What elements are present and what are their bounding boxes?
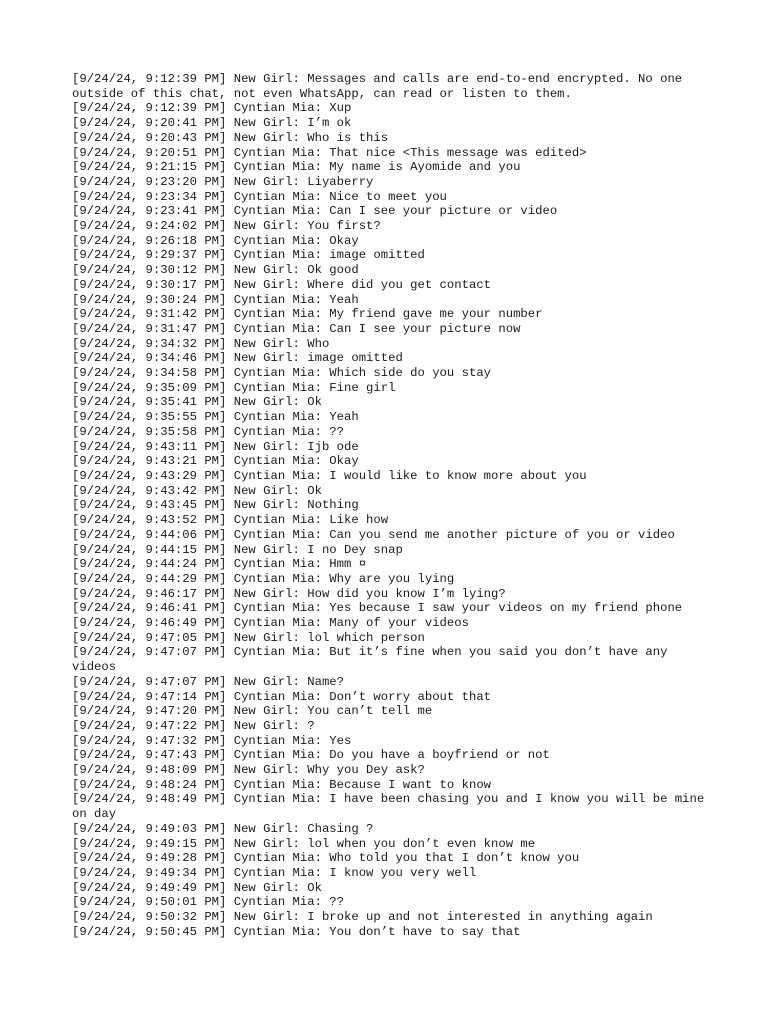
chat-message-line: [9/24/24, 9:12:39 PM] Cyntian Mia: Xup: [72, 101, 352, 116]
chat-message-line: [9/24/24, 9:46:49 PM] Cyntian Mia: Many of your videos: [72, 616, 469, 631]
chat-message-line: [9/24/24, 9:20:43 PM] New Girl: Who is this: [72, 130, 389, 145]
chat-message-line: [9/24/24, 9:43:11 PM] New Girl: Ijb ode: [72, 439, 359, 454]
chat-message-line: [9/24/24, 9:43:52 PM] Cyntian Mia: Like how: [72, 513, 389, 528]
chat-message-line: [9/24/24, 9:34:32 PM] New Girl: Who: [72, 336, 330, 351]
chat-message-line: [9/24/24, 9:44:29 PM] Cyntian Mia: Why are you lying: [72, 571, 455, 586]
chat-message-line: [9/24/24, 9:31:47 PM] Cyntian Mia: Can I see your picture now: [72, 321, 521, 336]
chat-message-line: [9/24/24, 9:21:15 PM] Cyntian Mia: My name is Ayomide and you: [72, 160, 521, 175]
chat-message-line: [9/24/24, 9:48:49 PM] Cyntian Mia: I have been chasing you and I know you will be mine on day: [72, 792, 712, 822]
chat-transcript: [72, 72, 712, 939]
chat-message-line: [9/24/24, 9:20:51 PM] Cyntian Mia: That nice <This message was edited>: [72, 145, 587, 160]
chat-message-line: [9/24/24, 9:49:28 PM] Cyntian Mia: Who told you that I don’t know you: [72, 851, 580, 866]
chat-message-line: [9/24/24, 9:47:07 PM] New Girl: Name?: [72, 674, 344, 689]
chat-message-line: [9/24/24, 9:30:12 PM] New Girl: Ok good: [72, 263, 359, 278]
chat-message-line: [9/24/24, 9:47:43 PM] Cyntian Mia: Do you have a boyfriend or not: [72, 748, 550, 763]
chat-message-line: [9/24/24, 9:35:58 PM] Cyntian Mia: ??: [72, 424, 344, 439]
chat-message-line: [9/24/24, 9:50:32 PM] New Girl: I broke up and not interested in anything again: [72, 910, 653, 925]
chat-message-line: [9/24/24, 9:47:05 PM] New Girl: lol which person: [72, 630, 425, 645]
chat-message-line: [9/24/24, 9:47:22 PM] New Girl: ?: [72, 718, 315, 733]
chat-message-line: [9/24/24, 9:46:17 PM] New Girl: How did you know I’m lying?: [72, 586, 506, 601]
chat-message-line: [9/24/24, 9:12:39 PM] New Girl: Messages and calls are end-to-end encrypted. No one outside of this chat, not even WhatsApp, can read or listen to them.: [72, 72, 690, 101]
chat-message-line: [9/24/24, 9:48:24 PM] Cyntian Mia: Because I want to know: [72, 777, 492, 792]
chat-message-line: [9/24/24, 9:23:34 PM] Cyntian Mia: Nice to meet you: [72, 189, 447, 204]
chat-message-line: [9/24/24, 9:50:01 PM] Cyntian Mia: ??: [72, 895, 344, 910]
chat-message-line: [9/24/24, 9:47:07 PM] Cyntian Mia: But it’s fine when you said you don’t have any videos: [72, 645, 675, 675]
chat-message-line: [9/24/24, 9:49:15 PM] New Girl: lol when you don’t even know me: [72, 836, 536, 851]
chat-message-line: [9/24/24, 9:23:41 PM] Cyntian Mia: Can I see your picture or video: [72, 204, 558, 219]
chat-message-line: [9/24/24, 9:43:45 PM] New Girl: Nothing: [72, 498, 359, 513]
chat-message-line: [9/24/24, 9:44:15 PM] New Girl: I no Dey snap: [72, 542, 403, 557]
chat-message-line: [9/24/24, 9:24:02 PM] New Girl: You first?: [72, 219, 381, 234]
chat-message-line: [9/24/24, 9:20:41 PM] New Girl: I’m ok: [72, 116, 352, 131]
chat-message-line: [9/24/24, 9:43:21 PM] Cyntian Mia: Okay: [72, 454, 359, 469]
chat-message-line: [9/24/24, 9:47:14 PM] Cyntian Mia: Don’t worry about that: [72, 689, 492, 704]
chat-message-line: [9/24/24, 9:44:24 PM] Cyntian Mia: Hmm ¤: [72, 557, 367, 572]
chat-message-line: [9/24/24, 9:23:20 PM] New Girl: Liyaberry: [72, 174, 374, 189]
chat-message-line: [9/24/24, 9:35:41 PM] New Girl: Ok: [72, 395, 322, 410]
chat-message-line: [9/24/24, 9:30:17 PM] New Girl: Where did you get contact: [72, 277, 492, 292]
chat-message-line: [9/24/24, 9:34:58 PM] Cyntian Mia: Which side do you stay: [72, 366, 492, 381]
chat-message-line: [9/24/24, 9:49:49 PM] New Girl: Ok: [72, 880, 322, 895]
chat-message-line: [9/24/24, 9:44:06 PM] Cyntian Mia: Can you send me another picture of you or video: [72, 527, 675, 542]
chat-message-line: [9/24/24, 9:49:03 PM] New Girl: Chasing ?: [72, 821, 374, 836]
chat-message-line: [9/24/24, 9:43:42 PM] New Girl: Ok: [72, 483, 322, 498]
chat-message-line: [9/24/24, 9:34:46 PM] New Girl: image omitted: [72, 351, 403, 366]
chat-message-line: [9/24/24, 9:48:09 PM] New Girl: Why you Dey ask?: [72, 763, 425, 778]
chat-message-line: [9/24/24, 9:47:20 PM] New Girl: You can’t tell me: [72, 704, 433, 719]
chat-message-line: [9/24/24, 9:50:45 PM] Cyntian Mia: You don’t have to say that: [72, 924, 521, 939]
chat-message-line: [9/24/24, 9:29:37 PM] Cyntian Mia: image omitted: [72, 248, 425, 263]
chat-message-line: [9/24/24, 9:35:09 PM] Cyntian Mia: Fine girl: [72, 380, 396, 395]
chat-message-line: [9/24/24, 9:47:32 PM] Cyntian Mia: Yes: [72, 733, 352, 748]
chat-message-line: [9/24/24, 9:46:41 PM] Cyntian Mia: Yes because I saw your videos on my friend phone: [72, 601, 683, 616]
chat-message-line: [9/24/24, 9:31:42 PM] Cyntian Mia: My friend gave me your number: [72, 307, 543, 322]
chat-message-line: [9/24/24, 9:49:34 PM] Cyntian Mia: I know you very well: [72, 865, 477, 880]
chat-message-line: [9/24/24, 9:35:55 PM] Cyntian Mia: Yeah: [72, 410, 359, 425]
chat-message-line: [9/24/24, 9:30:24 PM] Cyntian Mia: Yeah: [72, 292, 359, 307]
chat-message-line: [9/24/24, 9:26:18 PM] Cyntian Mia: Okay: [72, 233, 359, 248]
chat-message-line: [9/24/24, 9:43:29 PM] Cyntian Mia: I would like to know more about you: [72, 468, 587, 483]
